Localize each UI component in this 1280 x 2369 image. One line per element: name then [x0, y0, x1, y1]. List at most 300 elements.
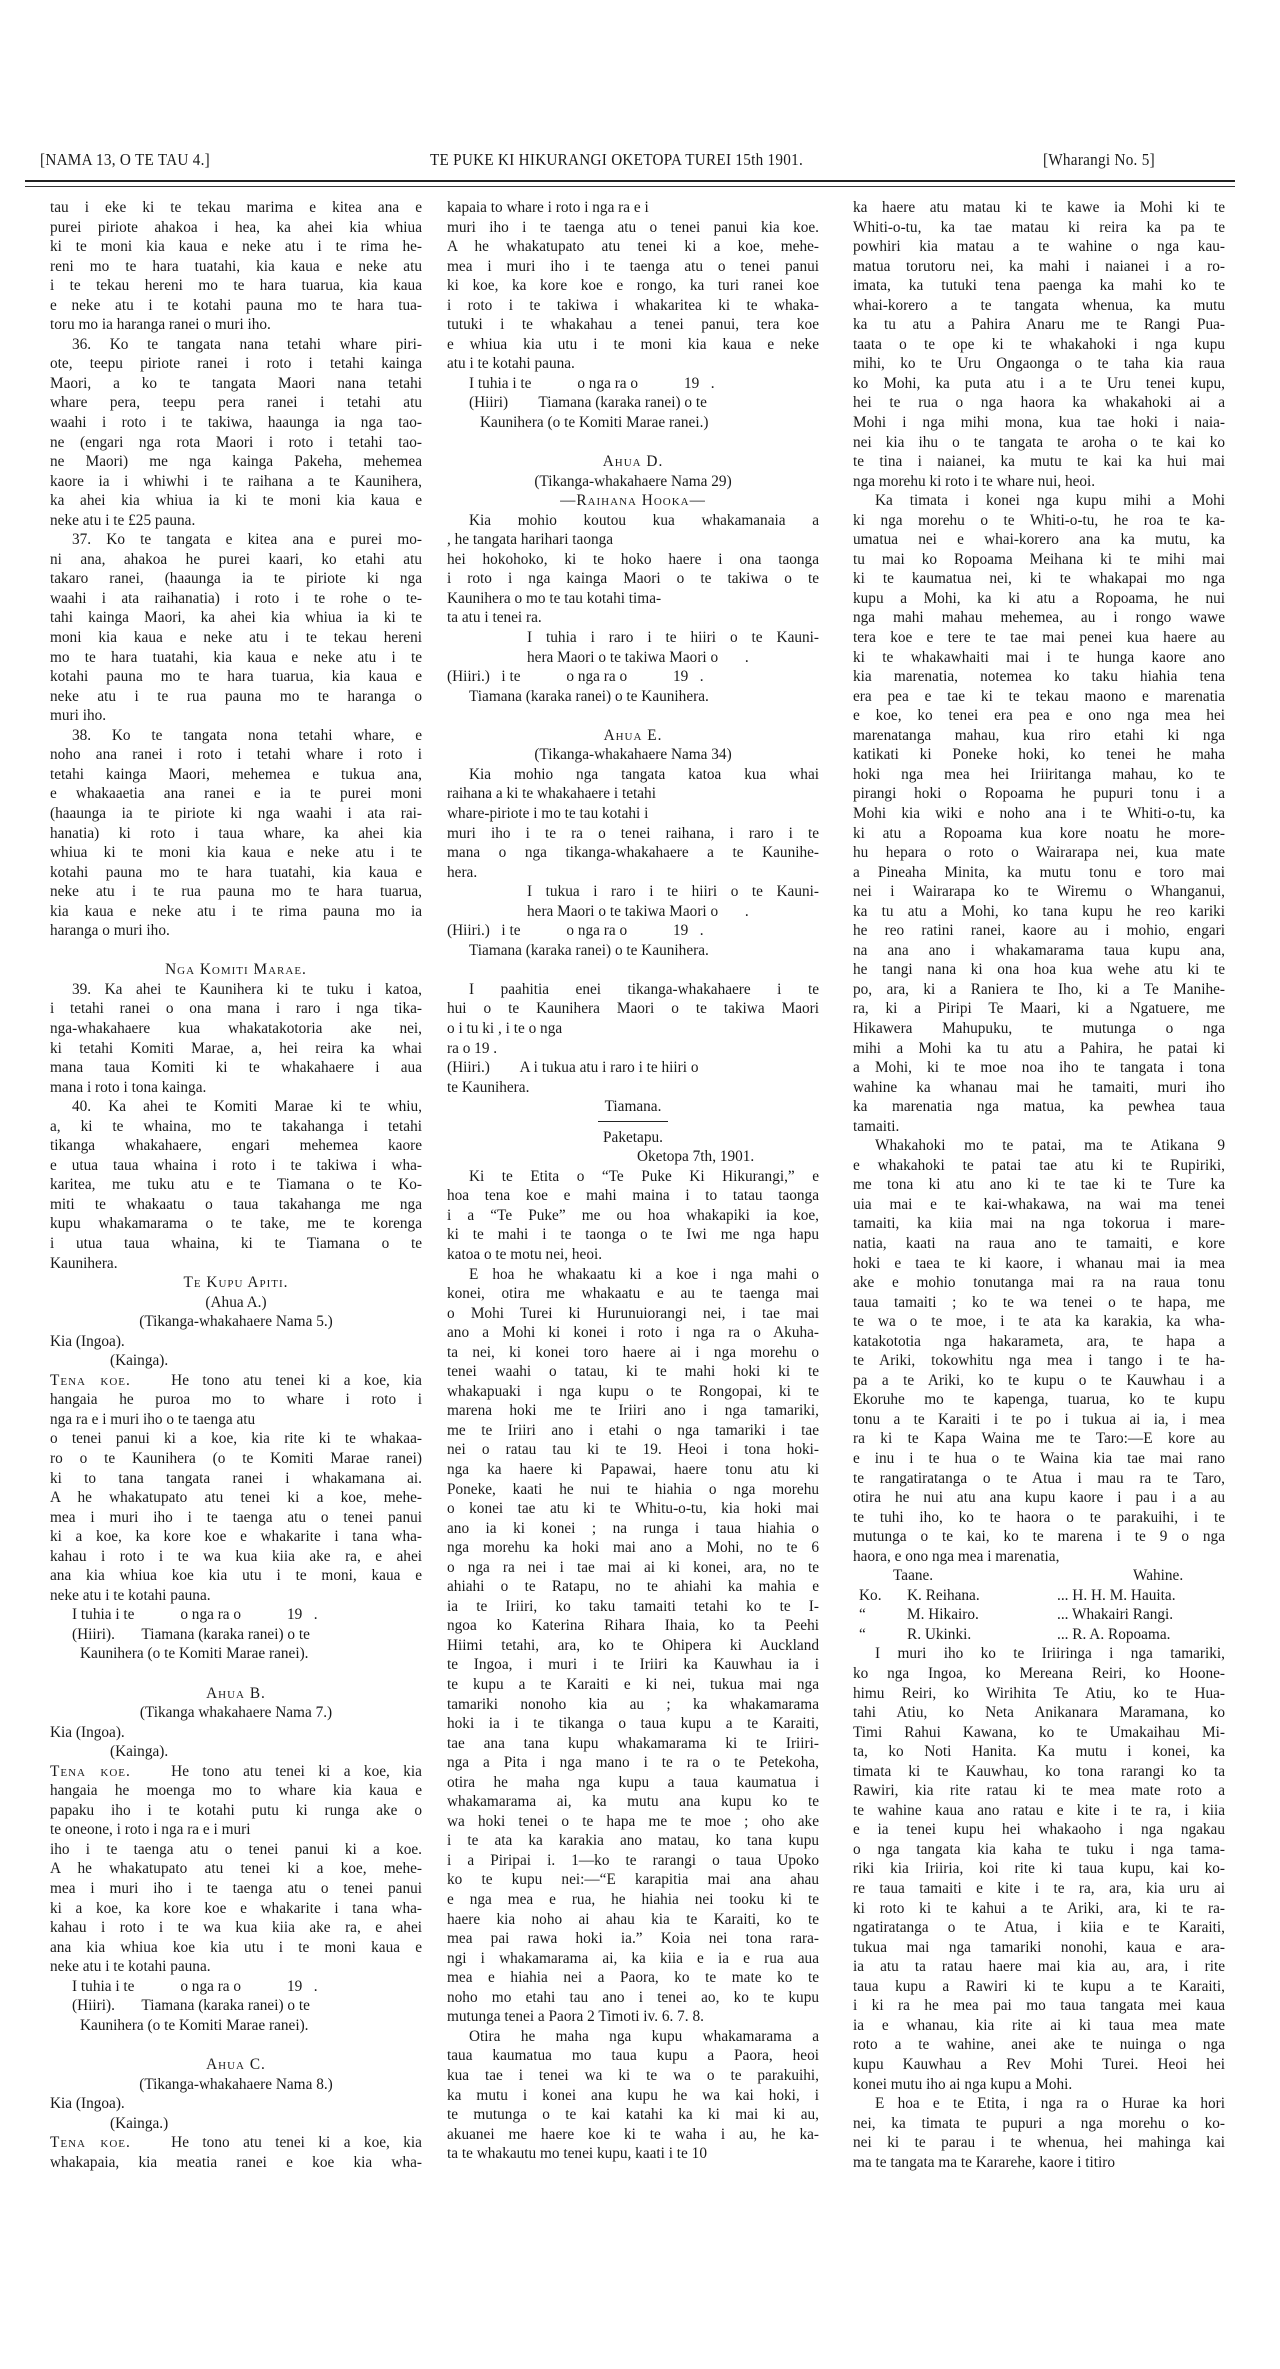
form-line: ana kia whiua koe kia utu i te moni kaua e: [50, 1938, 422, 1956]
paragraph-line: 39. Ka ahei te Kaunihera ki te tuku i katoa,: [72, 980, 422, 998]
ahua-e-tiamana: Tiamana (karaka ranei) o te Kaunihera.: [469, 941, 709, 959]
paragraph-line: o i tu ki , i te o nga: [447, 1019, 563, 1037]
form-line: mea i muri iho i te taenga atu o tenei panui: [50, 1880, 422, 1898]
letter-line: whai-korero a te tangata whenua, ka mutu: [853, 296, 1225, 314]
middle-column: [447, 198, 819, 2164]
letter-line: hoki nga mea hei Iriiritanga mahau, ko te: [853, 765, 1225, 783]
letter-line: pa a te Ariki, ko te kupu o te Kauwhau i a: [853, 1371, 1225, 1389]
form-line: A he whakatupato atu tenei ki a koe, mehe-: [447, 238, 819, 256]
paragraph-line: mana taua Komiti ki te whakahaere i aua: [50, 1059, 422, 1077]
form-line: ki a koe, ka kore koe e whakarite i tana wha-: [50, 1528, 422, 1546]
letter-line: ta nei, ki konei toro haere ai i nga morehu o: [447, 1343, 819, 1361]
letter-line: te mutunga o te kai katahi ka ki mai ki au,: [447, 2106, 819, 2124]
section-komiti-marae: [50, 980, 422, 1273]
ahua-b-kaunihera: Kaunihera (o te Komiti Marae ranei).: [80, 2016, 309, 2034]
paragraph-line: purei piriote ahakoa i hea, ka ahei kia whiua: [50, 218, 422, 236]
letter-line: nei o ratau tau ki te 19. Heoi i tona hoki-: [447, 1441, 819, 1459]
letter-line: Otira he maha nga kupu whakamarama a: [469, 2027, 819, 2045]
ahua-d-body: [447, 511, 819, 628]
letter-line: hoki ia i te tikanga o taua kupu a te Karaiti,: [447, 1715, 819, 1733]
letter-line: pirangi hoki o Ropoama he pupuri tonu i a: [853, 785, 1225, 803]
letter-line: taua kupu a Rawiri ki te kupu a te Karaiti,: [853, 1977, 1225, 1995]
letter-line: ka marenatia nga matua, ka pewhea taua: [853, 1098, 1225, 1116]
ahua-c-kaunihera: Kaunihera (o te Komiti Marae ranei.): [480, 414, 709, 432]
marriage-row: [853, 1586, 1225, 1606]
form-line: ki a koe, ka kore koe e whakarite i tana wha-: [50, 1899, 422, 1917]
form-line: te oneone, i roto i nga ra e i muri: [50, 1821, 251, 1839]
letter-line: ia te Iriiri, ko taku tamaiti tetahi ko te I-: [447, 1597, 819, 1615]
letter-line: ano ia ki konei ; na runga i taua hiahia o: [447, 1519, 819, 1537]
ahua-b-line: He tono atu tenei ki a koe, kia: [171, 1762, 422, 1780]
letter-line: te rangatiratanga o te Atua i mau ra te Taro,: [853, 1469, 1225, 1487]
form-line: A he whakatupato atu tenei ki a koe, mehe-: [50, 1860, 422, 1878]
form-line: Kaunihera o mo te tau kotahi tima-: [447, 589, 662, 607]
letter-line: haora, e ono nga mea i marenatia,: [853, 1547, 1060, 1565]
letter-line: mihi, ko te Uru Ongaonga o te taha kia raua: [853, 355, 1225, 373]
letter-line: ka mutu i konei ana kupu he wa kai hoki, i: [447, 2086, 819, 2104]
letter-line: o konei tae atu ki te Whitu-o-tu, kia hoki mai: [447, 1500, 819, 1518]
paragraph-line: e neke atu i te kotahi pauna mo te hara tua-: [50, 296, 422, 314]
form-line: ta atu i tenei ra.: [447, 609, 542, 627]
paragraph-line: i utua taua whaina, ki te Tiamana o te: [50, 1234, 422, 1252]
letter-line: po, ara, ki a Raniera te Iho, ki a Te Manihe-: [853, 980, 1225, 998]
letter-line: a Pineaha Minita, ka mutu tonu e toro mai: [853, 863, 1225, 881]
letter-line: te wahine kaua ano ratau e kite i te ra, i kiia: [853, 1801, 1225, 1819]
letter-line: uia mai e te kai-whakawa, na wai ma tenei: [853, 1195, 1225, 1213]
letter-line: hoki e taea te ki kaore, i whanau mai ia mea: [853, 1254, 1225, 1272]
tena-koe: Tena koe.: [50, 1762, 131, 1780]
ahua-c-line: whakapaia, kia meatia ranei e koe kia wha-: [50, 2153, 422, 2171]
letter-line: ko te kupu nei:—“E karapitia mai ana ahau: [447, 1871, 819, 1889]
letter-line: ko Mohi, ka puta atu i a te Uru tenei kupu,: [853, 374, 1225, 392]
letter-line: e koe, ko tenei era pea e ono nga mea hei: [853, 707, 1225, 725]
marriage-wahine: ... R. A. Ropoama.: [1057, 1625, 1171, 1643]
paragraph-line: ki te moni kia kaua e neke atu i te rima he-: [50, 238, 422, 256]
form-line: kahau i roto i te wa kua kiia ake ra, e ahei: [50, 1919, 422, 1937]
form-line: hera.: [447, 863, 478, 881]
letter-line: katikati ki Poneke hoki, ko tenei he maha: [853, 746, 1225, 764]
paragraph-line: e utua taua whaina i roto i te takiwa i wha-: [50, 1156, 422, 1174]
ahua-d-subtitle: (Tikanga-whakahaere Nama 29): [534, 472, 732, 490]
letter-line: kua tae i tenei wa ki te wa o te parakuihi,: [447, 2066, 819, 2084]
letter-line: ka tu atu a Mohi, ko tana kupu he reo kariki: [853, 902, 1225, 920]
marriage-taane: M. Hikairo.: [907, 1606, 979, 1624]
marriage-wahine: ... H. H. M. Hauita.: [1057, 1586, 1176, 1604]
letter-line: ta te whakautu mo tenei kupu, kaati i te 10: [447, 2145, 707, 2163]
letter-line: e ia tenei kupu hei whakaoho i nga ngakau: [853, 1821, 1225, 1839]
spacer: [50, 2035, 422, 2055]
letter-line: ma te tangata ma te Kararehe, kaore i titiro: [853, 2153, 1116, 2171]
letter-line: te Ariki, tokowhitu nga mea i tango i te ha-: [853, 1352, 1225, 1370]
newspaper-title: TE PUKE KI HIKURANGI OKETOPA TUREI 15th 1901.: [430, 150, 804, 169]
form-line: atu i te kotahi pauna.: [447, 355, 575, 373]
paragraph-line: ne Maori) me nga kainga Pakeha, mehemea: [50, 453, 422, 471]
paragraph-line: Maori, a ko te tangata Maori nana tetahi: [50, 374, 422, 392]
ahua-a-first-line: [50, 1371, 422, 1391]
header-wahine: Wahine.: [1133, 1567, 1184, 1585]
paragraph-line: kupu whakamarama o te take, me te korenga: [50, 1215, 422, 1233]
letter-line: Timi Rahui Kawana, ko te Umakaihau Mi-: [853, 1723, 1225, 1741]
letter-line: te tina i naianei, ka mutu te kai ka hui mai: [853, 453, 1225, 471]
heading-komiti-marae: Nga Komiti Marae.: [165, 961, 307, 979]
ahua-a-kaunihera: Kaunihera (o te Komiti Marae ranei).: [80, 1645, 309, 1663]
form-line: raihana a ki te whakahaere i tetahi: [447, 785, 656, 803]
ahua-b-first-line: [50, 1762, 422, 1782]
ahua-a-subtitle: (Tikanga-whakahaere Nama 5.): [139, 1313, 333, 1331]
letter-line: Ki te Etita o “Te Puke Ki Hikurangi,” e: [469, 1167, 819, 1185]
ahua-c-hiiri: (Hiiri) Tiamana (karaka ranei) o te: [469, 394, 707, 412]
form-line: Kia mohio koutou kua whakamanaia a: [469, 511, 819, 529]
paahitia-section: [447, 980, 819, 1058]
form-line: neke atu i te kotahi pauna.: [50, 1586, 211, 1604]
tukua-line: (Hiiri.) A i tukua atu i raro i te hiiri o: [447, 1059, 699, 1077]
paragraph-line: tetahi kainga Maori, mehemea e tukua ana,: [50, 765, 422, 783]
paragraph-line: reni mo te hara tuatahi, kia kaua e neke atu: [50, 257, 422, 275]
letter-line: na ana ano i whakamarama taua kupu ana,: [853, 941, 1225, 959]
marriage-row: [853, 1605, 1225, 1625]
letter-line: tamariki nonoho kia au ; ka whakamarama: [447, 1695, 819, 1713]
ahua-c-kia: Kia (Ingoa).: [50, 2095, 125, 2113]
form-line: tutuki i te whakahau a tenei panui, tera koe: [447, 316, 819, 334]
paragraph-line: mana i roto i tona kainga.: [50, 1078, 207, 1096]
paragraph-line: noho ana ranei i roto i tetahi whare i roto i: [50, 746, 422, 764]
form-line: ro o te Kaunihera (o te Komiti Marae ranei): [50, 1450, 422, 1467]
letter-line: marena hoki me te Iriiri ano i nga tamariki,: [447, 1402, 819, 1420]
letter-line: ka tu atu a Pahira Anaru me te Rangi Pua-: [853, 316, 1225, 334]
letter-line: taata o te ope ki te whakahoki i nga kupu: [853, 335, 1225, 353]
paragraph-line: 40. Ka ahei te Komiti Marae ki te whiu,: [72, 1098, 422, 1116]
letter-line: ki te kaumatua nei, ki te whakapai mo nga: [853, 570, 1225, 588]
letter-line: whakapuaki i nga kupu o te Rongopai, ki te: [447, 1382, 819, 1400]
ahua-e-body: [447, 765, 819, 882]
letter-line: ta, ko Noti Hanita. Ka mutu i konei, ka: [853, 1743, 1225, 1761]
letter-line: ano a Mohi ki konei i roto i nga ra o Akuha-: [447, 1324, 819, 1342]
paragraph-line: muri iho.: [50, 707, 107, 725]
letter-line: otira he nui atu ana kupu kaore i pau i a au: [853, 1489, 1225, 1507]
letter-line: Poneke, kaati he nui te hiahia o nga morehu: [447, 1480, 819, 1498]
marriage-ko: “: [859, 1606, 866, 1624]
letter-line: umatua nei e whai-korero ana ka mutu, ka: [853, 531, 1225, 549]
ahua-a-kia: Kia (Ingoa).: [50, 1332, 125, 1350]
form-line: A he whakatupato atu tenei ki a koe, mehe-: [50, 1489, 422, 1507]
letter-line: taua kaumatua mo taua kupu a Paora, heoi: [447, 2047, 819, 2065]
letter-line: natia, kaati na raua ano te tamaiti, e kore: [853, 1234, 1225, 1252]
letter-line: ra, ki a Piripi Te Maari, ki a Ngatuere, me: [853, 1000, 1225, 1018]
marriage-row: [853, 1625, 1225, 1645]
ahua-a-title: (Ahua A.): [205, 1293, 267, 1311]
letter-line: nga ka haere ki Papawai, haere tonu atu ki: [447, 1461, 819, 1478]
letter-line: himu Reiri, ko Wirihita Te Atiu, ko te Hua-: [853, 1684, 1225, 1702]
letter-line: kupu Kauwhau a Rev Mohi Turei. Heoi hei: [853, 2055, 1225, 2073]
iriiri-section: [853, 1644, 1225, 2172]
letter-line: tukua mai nga tamariki nonohi, kaua e ara-: [853, 1938, 1225, 1956]
paragraph-line: I paahitia enei tikanga-whakahaere i te: [469, 980, 819, 998]
letter-line: mihi a Mohi ka tu atu a Pahira, he patai ki: [853, 1039, 1225, 1057]
paragraph-line: (haaunga ia te piriote ki nga waahi i ata rai-: [50, 804, 422, 822]
letter-line: ki atu a Ropoama kua kore noatu he more-: [853, 824, 1225, 842]
letter-line: katakototia nga hakarameta, ara, te hapa a: [853, 1332, 1225, 1350]
form-line: papaku iho i te kotahi putu ki runga ake o: [50, 1801, 422, 1819]
letter-line: mea e hiahia nei a Paora, ko te mate ko te: [447, 1969, 819, 1987]
ahua-d-tiamana: Tiamana (karaka ranei) o te Kaunihera.: [469, 687, 709, 705]
letter-line: E hoa he whakaatu ki a koe i nga mahi o: [469, 1265, 819, 1283]
letter-line: o nga ra nei i tae mai ai ki konei, ara, no te: [447, 1558, 819, 1576]
letter-line: te kupu a te Karaiti e ki nei, tukua mai nga: [447, 1676, 819, 1694]
letter-line: ra ki te Kapa Waina me te Taro:—E kore au: [853, 1430, 1225, 1448]
letter-line: nei i Wairarapa ko te Wiremu o Whanganui,: [853, 883, 1225, 901]
paragraph-line: tau i eke ki te tekau marima e kitea ana e: [50, 199, 422, 216]
marriage-taane: R. Ukinki.: [907, 1625, 972, 1643]
letter-line: ki nga morehu o te Whiti-o-tu, he roa te ka-: [853, 511, 1225, 529]
form-line: kahau i roto i te wa kua kiia ake ra, e ahei: [50, 1547, 422, 1565]
paragraph-line: moni kia kaua e neke atu i te tekau hereni: [50, 629, 422, 647]
letter-line: tamaiti.: [853, 1117, 900, 1135]
paragraph-line: 36. Ko te tangata nana tetahi whare piri-: [72, 335, 422, 353]
letter-line: te Ingoa, i muri i te Iriiri ka Kauwhau ia i: [447, 1656, 819, 1674]
letter-line: kupu a Mohi, ka ki atu a Ropoama, he nui: [853, 589, 1225, 607]
paragraph-line: miti te whakaatu o taua takahanga me nga: [50, 1195, 422, 1213]
spacer: [50, 1664, 422, 1684]
paragraph-line: waahi i ata raihanatia) i roto i te rohe o te-: [50, 589, 422, 607]
paragraph-line: e whakaaetia ana ranei e ia te purei moni: [50, 785, 422, 803]
form-line: mana o nga tikanga-whakahaere a te Kaunihe-: [447, 844, 819, 862]
letter-line: mutunga tenei a Paora 2 Timoti iv. 6. 7. 8.: [447, 2008, 704, 2026]
letter-line: tera koe e tere te tae mai penei kua haere au: [853, 629, 1225, 647]
paragraph-line: whiua ki te moni kia kaua e neke atu i te: [50, 844, 422, 862]
letter-line: i ki ra he mea pai mo taua tangata mei kaua: [853, 1997, 1225, 2015]
paragraph-line: nga-whakahaere kua whakatakotoria ake nei,: [50, 1019, 422, 1037]
form-line: neke atu i te kotahi pauna.: [50, 1958, 211, 1976]
ahua-d-tuhia: I tuhia i raro i te hiiri o te Kauni-: [527, 629, 819, 647]
ahua-e-tuku: I tukua i raro i te hiiri o te Kauni-: [527, 883, 819, 901]
ahua-b-kia: Kia (Ingoa).: [50, 1723, 125, 1741]
form-line: hangaia he moenga mo to whare kia kaua e: [50, 1782, 422, 1800]
letter-line: ngi i whakamarama ai, ka kiia e ia e rua aua: [447, 1949, 819, 1967]
letter-line: mutunga o te kai, ko te marena i te 9 o nga: [853, 1528, 1225, 1546]
header-taane: Taane.: [893, 1567, 934, 1585]
letter-line: wahine ka whanau mai he tamaiti, muri iho: [853, 1078, 1225, 1096]
ahua-b-hiiri: (Hiiri). Tiamana (karaka ranei) o te: [72, 1997, 310, 2015]
letter-line: ki roto ki te kahui a te Ariki, ara, ki te ra-: [853, 1899, 1225, 1917]
form-line: i roto i nga kainga Maori o te takiwa o te: [447, 570, 819, 588]
letter-line: imata, ka tutuki tena paenga ka mahi ko te: [853, 277, 1225, 295]
ahua-d-hiiri: (Hiiri.) i te o nga ra o 19 .: [447, 668, 704, 686]
paragraph-line: haranga o muri iho.: [50, 922, 170, 940]
letter-line: taua tamaiti ; ko te wa tenei o te hapa, me: [853, 1293, 1225, 1311]
letter-line: he reo ratini ranei, kaore au i mohio, engari: [853, 922, 1225, 940]
letter-line: i te ata ka karakia ano matau, ko tana kupu: [447, 1832, 819, 1850]
letter-line: ia e whanau, kia rite ai ki taua mea mate: [853, 2016, 1225, 2034]
letter-line: haere kia noho ai ahau kia te Karaiti, ko te: [447, 1910, 819, 1928]
ahua-b-body: [50, 1781, 422, 1976]
letter-line: o Mohi Turei ki Hurunuiorangi nei, i tae mai: [447, 1304, 819, 1322]
form-line: iho i te taenga atu o tenei panui ki a koe.: [50, 1840, 422, 1858]
section-divider: [598, 1121, 668, 1122]
paragraph-line: ne (engari nga rota Maori i roto i tetahi tao-: [50, 433, 422, 451]
letter-line: ahiahi o te Ratapu, no te ahiahi ka mahia e: [447, 1578, 819, 1596]
letter-line: hei te rua o nga haora ka whakahoki ai a: [853, 394, 1225, 412]
paragraph-line: ote, teepu piriote ranei i roto i tetahi kainga: [50, 355, 422, 373]
ahua-c-continued: [447, 198, 819, 374]
form-line: hangaia he puroa mo to whare i roto i: [50, 1391, 422, 1409]
form-line: hei hokohoko, ki te hoko haere i ona taonga: [447, 550, 819, 568]
letter-line: konei mutu iho ai nga kupu a Mohi.: [853, 2075, 1073, 2093]
ahua-c-first-line: [50, 2133, 422, 2153]
letter-line: ake e mohio tonutanga mai ra na raua tonu: [853, 1274, 1225, 1292]
form-line: Kia mohio nga tangata katoa kua whai: [469, 765, 819, 783]
spacer: [50, 941, 422, 961]
paragraph-line: tikanga whakahaere, engari mehemea kaore: [50, 1137, 422, 1155]
ahua-a-kainga: (Kainga).: [110, 1352, 169, 1370]
spacer: [447, 706, 819, 726]
ahua-c-line: He tono atu tenei ki a koe, kia: [171, 2134, 422, 2152]
form-line: whare-piriote i mo te tau kotahi i: [447, 804, 649, 822]
letter-line: marenatanga mahau, kua riro etahi ki nga: [853, 726, 1225, 744]
paragraph-line: neke atu i te rua pauna mo te haranga o: [50, 687, 422, 705]
letter-line: tamaiti, ka kiia mai na nga tokorua i mare-: [853, 1215, 1225, 1233]
form-line: o tenei panui ki a koe, kia rite ki te whakaa-: [50, 1430, 422, 1448]
paragraph-line: a, ki te whaina, mo te takahanga i tetahi: [50, 1117, 422, 1135]
letter-line: noho mo etahi tau ano i tenei ao, ko te kupu: [447, 1988, 819, 2006]
marriage-ko: “: [859, 1625, 866, 1643]
letter-line: Mohi kia wiki e noho ana i te Whiti-o-tu, ka: [853, 804, 1225, 822]
letter-line: i a Piripai i. 1—ko te rarangi o taua Upoko: [447, 1851, 819, 1869]
form-line: mea i muri iho i te taenga atu o tenei panui: [447, 257, 819, 275]
paragraph-line: takaro ranei, (haaunga ia te piriote ki nga: [50, 570, 422, 588]
form-line: muri iho i te taenga atu o tenei panui kia koe.: [447, 218, 819, 236]
letter-line: e whakahoki te patai tae atu ki te Rupiriki,: [853, 1156, 1225, 1174]
letter-line: otira he maha nga kupu a taua kaumatua i: [447, 1773, 819, 1791]
letter-line: tonu a te Karaiti i te po i tukua ai ia, i mea: [853, 1410, 1225, 1428]
letter-line: re taua tamaiti e kite i te ra, ara, kia uru ai: [853, 1880, 1225, 1898]
paragraph-line: hui o te Kaunihera Maori o te takiwa Maori: [447, 1000, 819, 1018]
marriage-ko: Ko.: [859, 1586, 882, 1604]
header-rule-thin: [25, 186, 1235, 187]
marriage-table: [853, 1586, 1225, 1645]
ahua-b-title: Ahua B.: [206, 1684, 266, 1702]
letter-line: Whakahoki mo te patai, ma te Atikana 9: [875, 1137, 1225, 1155]
ahua-a-body: [50, 1390, 422, 1605]
marriage-wahine: ... Whakairi Rangi.: [1057, 1606, 1174, 1624]
letter-line: wa hoki tenei o te hapa me te moe ; oho ake: [447, 1812, 819, 1830]
tukua-line: te Kaunihera.: [447, 1078, 530, 1096]
letter-line: i a “Te Puke” me ou hoa whakapiki ia koe,: [447, 1206, 819, 1224]
paragraph-line: neke atu i te rua pauna mo te hara tuarua,: [50, 883, 422, 901]
paragraph-line: i tetahi ranei o ona mana i raro i nga tika-: [50, 1000, 422, 1018]
paragraph-line: ra o 19 .: [447, 1039, 498, 1057]
paragraph-line: i te tekau hereni mo te hara tuarua, kia kaua: [50, 277, 422, 295]
form-line: e whiua kia utu i te moni kia kaua e neke: [447, 335, 819, 353]
paragraph-line: kotahi pauna mo te hara tuatahi, kia kaua e: [50, 863, 422, 881]
letter-line: e nga mea e rua, he hiahia nei tooku ki te: [447, 1891, 819, 1909]
page-number: [Wharangi No. 5]: [1043, 150, 1155, 169]
letter-line: whakamarama ai, ka mutu ana kupu ko te: [447, 1793, 819, 1811]
letter-line: Hiimi tetahi, ara, ko te Ohipera ki Auckland: [447, 1636, 819, 1654]
section-ture-36-38: [50, 198, 422, 941]
letter-line: ka haere atu matau ki te kawe ia Mohi ki te: [853, 199, 1225, 216]
paragraph-line: kia kaua e neke atu i te rima pauna mo ia: [50, 902, 422, 920]
letter-date: Oketopa 7th, 1901.: [637, 1148, 755, 1166]
ahua-a-line: He tono atu tenei ki a koe, kia: [171, 1371, 422, 1389]
letter-line: I muri iho ko te Iriiringa i nga tamariki,: [875, 1645, 1225, 1663]
issue-number: [NAMA 13, O TE TAU 4.]: [40, 150, 211, 169]
letter-line: ngoa ko Katerina Rihara Ihaia, ko ta Peehi: [447, 1617, 819, 1635]
ahua-c-subtitle: (Tikanga-whakahaere Nama 8.): [139, 2075, 333, 2093]
ahua-c-kainga: (Kainga.): [110, 2114, 169, 2132]
ahua-c-title: Ahua C.: [206, 2055, 266, 2073]
letter-line: e inu i te hua o te Waina kia tae mai rano: [853, 1450, 1225, 1467]
letter-line: ngatiratanga o te Atua, i kiia e te Karaiti,: [853, 1919, 1225, 1937]
letter-line: ki te mahi i te taonga o te Iwi me nga hapu: [447, 1226, 819, 1244]
ahua-d-tuhia: hera Maori o te takiwa Maori o .: [527, 648, 749, 666]
letter-place: Paketapu.: [603, 1128, 663, 1146]
letter-line: te wa o te moe, i te ata ka karakia, ka wha-: [853, 1313, 1225, 1331]
paragraph-line: toru mo ia haranga ranei o muri iho.: [50, 316, 271, 334]
paragraph-line: kaore ia i whiwhi i te raihana a te Kaunihera,: [50, 472, 422, 490]
letter-line: Ekoruhe mo te kapenga, tuarua, ko te kupu: [853, 1391, 1225, 1409]
heading-kupu-apiti: Te Kupu Apiti.: [183, 1274, 289, 1292]
letter-body: [447, 1167, 819, 2164]
marriage-table-header: [853, 1566, 1225, 1586]
letter-line: tahi Atiu, ko Neta Anikanara Maramana, ko: [853, 1704, 1225, 1722]
letter-line: o nga tangata kia kaha te tuku i nga tama-: [853, 1840, 1225, 1858]
ahua-e-hiiri: (Hiiri.) i te o nga ra o 19 .: [447, 922, 704, 940]
letter-line: a Mohi, ki te moe noa iho te tangata i tona: [853, 1059, 1225, 1077]
ahua-a-hiiri: (Hiiri). Tiamana (karaka ranei) o te: [72, 1625, 310, 1643]
paragraph-line: ki tetahi Komiti Marae, a, hei reira ka whai: [50, 1039, 422, 1057]
letter-line: nga morehu ki roto i te whare nui, heoi.: [853, 472, 1096, 490]
paragraph-line: mo te hara tuatahi, kia kaua e neke atu i te: [50, 648, 422, 666]
form-line: nga ra e i muri iho o te taenga atu: [50, 1410, 256, 1428]
letter-line: ia atu ta ratau haere mai kia au, ara, i rite: [853, 1958, 1225, 1976]
letter-line: era pea e tae ki te tekau maono e marenatia: [853, 687, 1225, 705]
letter-line: matua torutoru nei, ka mahi i naianei i a ro-: [853, 257, 1225, 275]
letter-line: me te Iriiri ano i etahi o nga tamariki i tae: [447, 1421, 819, 1439]
form-line: ki koe, ka kore koe e rongo, ka turi ranei koe: [447, 277, 819, 295]
raihana-hooka: —Raihana Hooka—: [560, 492, 706, 510]
letter-line: Mohi i nga mihi mona, kua tae hoki i naia-: [853, 414, 1225, 432]
ahua-b-kainga: (Kainga).: [110, 1743, 169, 1761]
letter-line: Whiti-o-tu, ka tae matau ki reira ka pa te: [853, 218, 1225, 236]
letter-line: Rawiri, kia rite ratau ki te mea mate roto a: [853, 1782, 1225, 1800]
letter-line: nei kia ihu o te tangata te aroha o te kai ko: [853, 433, 1225, 451]
letter-line: riki kia Iriiria, koi rite ki taua kupu, kai ko-: [853, 1860, 1225, 1878]
right-column: [853, 198, 1225, 2172]
letter-line: nga morehu ka hoki mai ano a Mohi, no te 6: [447, 1539, 819, 1557]
paragraph-line: hanatia) ki roto i taua whare, ka ahei kia: [50, 824, 422, 842]
ahua-b-subtitle: (Tikanga whakahaere Nama 7.): [139, 1704, 333, 1722]
paragraph-line: waahi i roto i te takiwa, haaunga ia nga tao-: [50, 414, 422, 432]
form-line: muri iho i te ra o tenei raihana, i raro i te: [447, 824, 819, 842]
letter-line: mea pai rawa hoki ia.” Koia nei tona rara-: [447, 1930, 819, 1948]
paragraph-line: 38. Ko te tangata nona tetahi whare, e: [72, 726, 422, 744]
ahua-e-title: Ahua E.: [603, 726, 663, 744]
paragraph-line: Kaunihera.: [50, 1254, 118, 1272]
letter-line: nga mahi mahau mehemea, au i rongo wawe: [853, 609, 1225, 627]
paragraph-line: neke atu i te £25 pauna.: [50, 511, 196, 529]
letter-line: katoa o te motu nei, heoi.: [447, 1245, 603, 1263]
marriage-taane: K. Reihana.: [907, 1586, 980, 1604]
left-column: [50, 198, 422, 2172]
paragraph-line: ka ahei kia whiua ia ki te moni kia kaua e: [50, 492, 422, 510]
paragraph-line: kotahi pauna mo te hara tuarua, kia kaua e: [50, 668, 422, 686]
letter-line: tu mai ko Ropoama Meihana ki te mihi mai: [853, 550, 1225, 568]
letter-line: E hoa e te Etita, i nga ra o Hurae ka hori: [875, 2095, 1225, 2113]
letter-line: konei, otira me whakaatu e au te taenga mai: [447, 1285, 819, 1303]
letter-continued: [853, 198, 1225, 1566]
form-line: mea i muri iho i te taenga atu o tenei panui: [50, 1508, 422, 1526]
letter-line: tae ana tana kupu whakamarama ki te Iriiri-: [447, 1734, 819, 1752]
